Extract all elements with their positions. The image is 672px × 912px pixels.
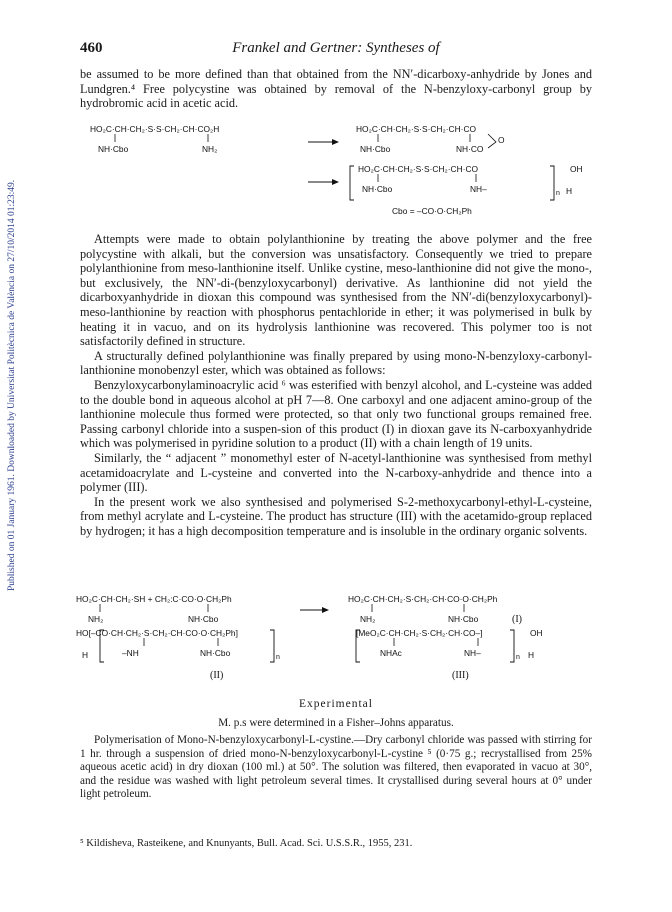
- scheme1-anhydride-o: O: [498, 135, 505, 145]
- scheme1-polymer-oh: OH: [570, 164, 583, 174]
- scheme1-polymer: HO₂C·CH·CH₂·S·S·CH₂·CH·CO: [358, 164, 479, 174]
- scheme2-product-i-sub1: NH₂: [360, 614, 376, 624]
- scheme1-polymer-sub2: NH–: [470, 184, 487, 194]
- scheme2-polymer-iii: [MeO₂C·CH·CH₂·S·CH₂·CH·CO–]: [356, 628, 483, 638]
- paragraph-4: Similarly, the “ adjacent ” monomethyl ester of N-acetyl-lanthionine was synthesised from methyl acetamidoacrylate and L-cysteine and converted into the N-carboxy-anhydride and thence into a polymer (III).: [80, 450, 592, 495]
- scheme2-product-i: HO₂C·CH·CH₂·S·CH₂·CH·CO·O·CH₂Ph: [348, 594, 498, 604]
- scheme2-polymer-ii-n: n: [276, 654, 280, 661]
- scheme1-polymer-sub1: NH·Cbo: [362, 184, 393, 194]
- running-title: Frankel and Gertner: Syntheses of: [232, 40, 440, 56]
- paragraph-2: A structurally defined polylanthionine was finally prepared by using mono-N-benzyloxy-carbonyl-lanthionine monobenzyl ester, which was obtained as follows:: [80, 348, 592, 378]
- paragraph-1: Attempts were made to obtain polylanthionine by treating the above polymer and the free polycystine with alkali, but the conversion was unsatisfactory. Consequently we tried to prepare polylanthionine from meso-lanthionine itself. Unlike cystine, meso-lanthionine did not give the mono-, but exclusively, the NN′-di-(benzyloxycarbonyl) derivative. As lanthionine did not yield the dicarboxyanhydride in dioxan this compound was synthesised from the NN′-di(benzyloxycarbonyl)-meso-lanthionine by reaction with phosphorus pentachloride in ether; it was polymerised in bulk by heating it in vacuo, and on its hydrolysis lanthionine was recovered. This polymer too is not satisfactorily defined in structure.: [80, 232, 592, 349]
- scheme2-reactant-sub1: NH₂: [88, 614, 104, 624]
- page-header: [80, 40, 592, 60]
- experimental-paragraph: Polymerisation of Mono-N-benzyloxycarbonyl-L-cystine.—Dry carbonyl chloride was passed with stirring for 1 hr. through a suspension of dried mono-N-benzyloxycarbonyl-L-cystine ⁵ (0·75 g.; recrystallised from 25% aqueous acetic acid) in dry dioxan (100 ml.) at 50°. The solution was filtered, then evaporated in vacuo at 30°, and the residue was washed with light petroleum several times. It crystallised during several hours at 0° under light petroleum.: [80, 734, 592, 801]
- scheme2-polymer-ii: HO[–CO·CH·CH₂·S·CH₂·CH·CO·O·CH₂Ph]: [76, 628, 238, 638]
- scheme-2-lines: [60, 590, 620, 690]
- scheme2-polymer-iii-h: H: [528, 650, 535, 660]
- paragraph-3: Benzyloxycarbonylaminoacrylic acid ⁶ was esterified with benzyl alcohol, and L-cysteine was added to the double bond in aqueous alcohol at pH 7—8. One carboxyl and one adjacent amino-group of the lanthionine molecule thus formed were protected, so that only two functional groups remained free. Passing carbonyl chloride into a suspen-sion of this product (I) in dioxan gave its N-carboxyanhydride which was polymerised in pyridine solution to a product (II) with a chain length of 19 units.: [80, 377, 592, 451]
- scheme2-product-i-sub2: NH·Cbo: [448, 614, 479, 624]
- scheme1-anhydride-sub1: NH·Cbo: [360, 144, 391, 154]
- intro-text: be assumed to be more defined than that obtained from the NN′-dicarboxy-anhydride by Jones and Lundgren.⁴ Free polycystine was obtained by removal of the N-benzyloxy-carbonyl group by hydrobromic acid in acetic acid.: [80, 67, 592, 111]
- scheme2-polymer-iii-sub1: NHAc: [380, 648, 402, 658]
- scheme2-label-i: (I): [512, 614, 522, 625]
- reaction-scheme-2: [60, 590, 620, 690]
- scheme2-polymer-ii-sub1: –NH: [122, 648, 139, 658]
- page-number: 460: [80, 40, 103, 56]
- body-text: [80, 232, 592, 538]
- scheme1-reactant: HO₂C·CH·CH₂·S·S·CH₂·CH·CO₂H: [90, 124, 220, 134]
- footnote: ⁵ Kildisheva, Rasteikene, and Knunyants, Bull. Acad. Sci. U.S.S.R., 1955, 231.: [80, 838, 413, 849]
- scheme2-polymer-iii-oh: OH: [530, 628, 543, 638]
- scheme2-reactants: HO₂C·CH·CH₂·SH + CH₂:C·CO·O·CH₂Ph: [76, 594, 232, 604]
- experimental-mp-note: M. p.s were determined in a Fisher–Johns apparatus.: [218, 717, 454, 729]
- experimental-section: [80, 717, 592, 801]
- scheme-1-lines: [60, 120, 620, 220]
- scheme1-polymer-h: H: [566, 186, 573, 196]
- scheme2-label-ii: (II): [210, 670, 224, 681]
- download-stamp: Published on 01 January 1961. Downloaded by Universitat Politècnica de València on 27/10/2014 01:23:49.: [7, 179, 17, 591]
- scheme1-reactant-sub1: NH·Cbo: [98, 144, 129, 154]
- scheme2-reactant-sub2: NH·Cbo: [188, 614, 219, 624]
- scheme2-polymer-ii-sub2: NH·Cbo: [200, 648, 231, 658]
- scheme1-cbo-definition: Cbo = –CO·O·CH₂Ph: [392, 206, 472, 216]
- experimental-heading: Experimental: [299, 698, 373, 710]
- scheme1-anhydride: HO₂C·CH·CH₂·S·S·CH₂·CH·CO: [356, 124, 477, 134]
- scheme1-anhydride-sub2: NH·CO: [456, 144, 484, 154]
- scheme2-polymer-ii-h: H: [82, 650, 89, 660]
- paragraph-5: In the present work we also synthesised and polymerised S-2-methoxycarbonyl-ethyl-L-cysteine, from methyl acrylate and L-cysteine. The product has structure (III) with the acetamido-group replaced by hydrogen; it has a high decomposition temperature and is insoluble in the ordinary organic solvents.: [80, 494, 592, 538]
- scheme1-polymer-n: n: [556, 190, 560, 197]
- scheme2-label-iii: (III): [452, 670, 469, 681]
- intro-paragraph: [80, 67, 592, 111]
- scheme2-polymer-iii-sub2: NH–: [464, 648, 481, 658]
- scheme2-polymer-iii-n: n: [516, 654, 520, 661]
- scheme1-reactant-sub2: NH₂: [202, 144, 218, 154]
- reaction-scheme-1: [60, 120, 620, 220]
